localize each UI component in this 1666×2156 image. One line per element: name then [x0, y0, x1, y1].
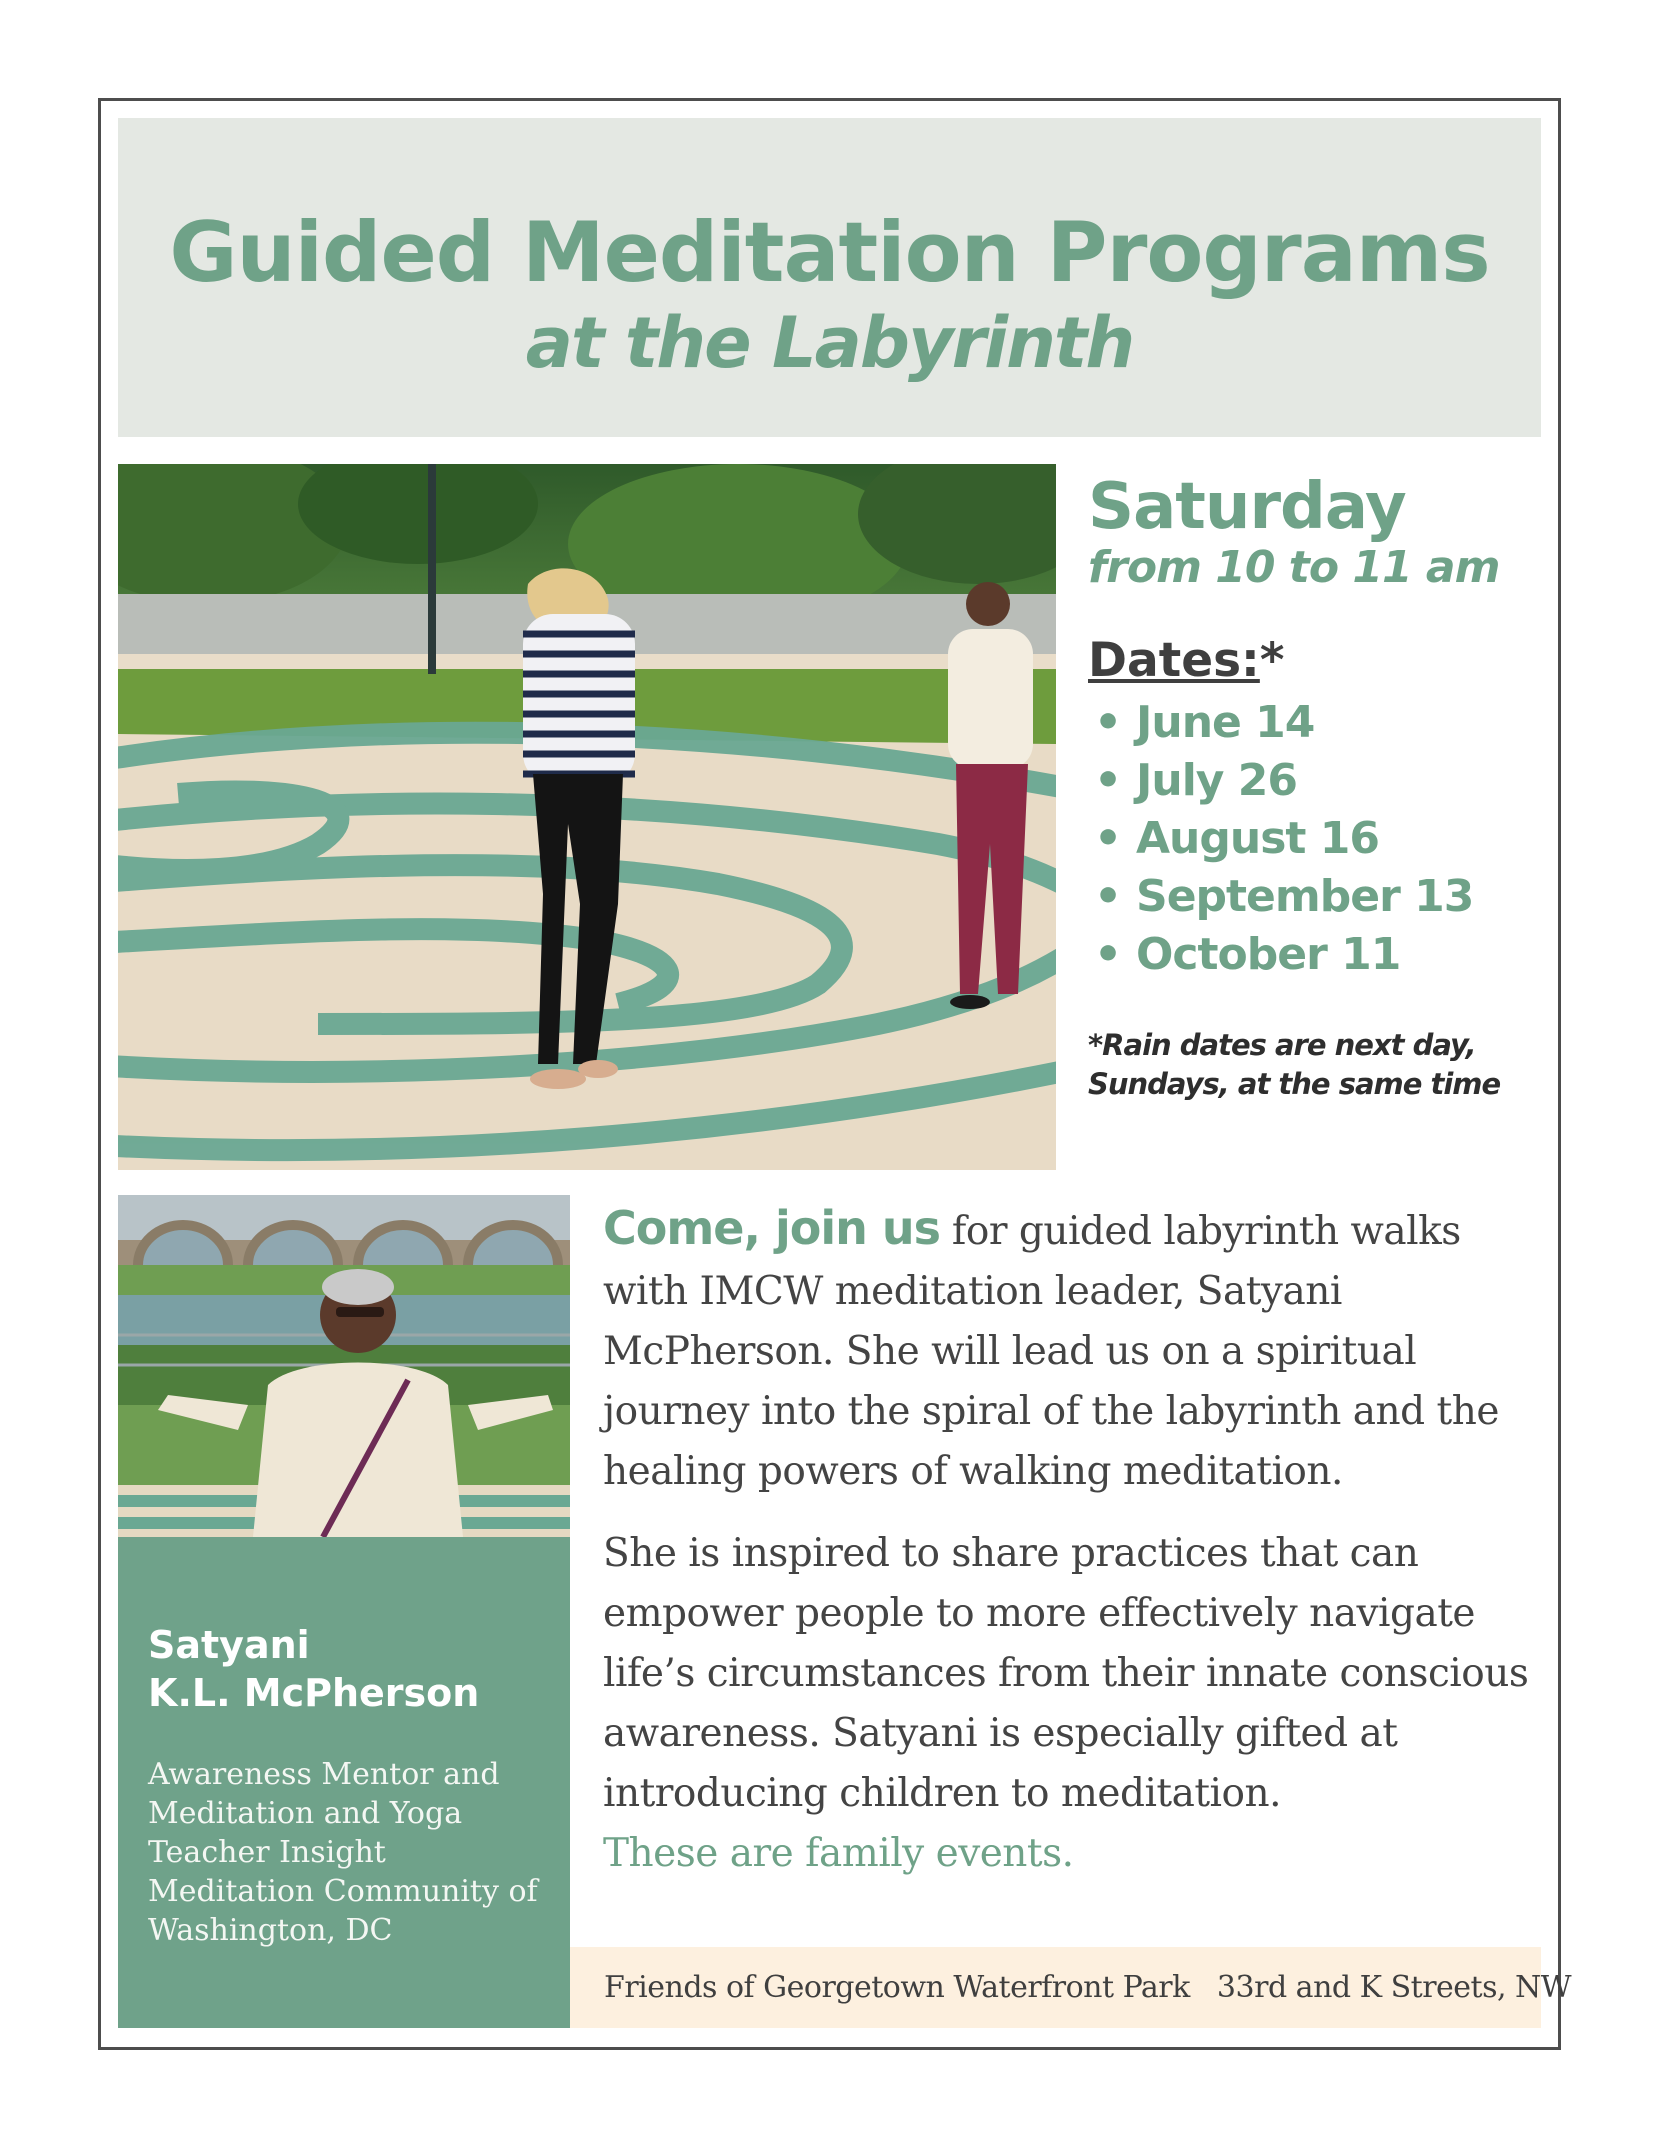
instructor-photo	[118, 1195, 570, 1537]
dates-heading-label: Dates:	[1088, 633, 1260, 689]
description-paragraph	[603, 1198, 1553, 1502]
family-note: These are family events.	[603, 1831, 1074, 1876]
event-day: Saturday	[1088, 470, 1406, 544]
list-item: • July 26	[1088, 752, 1548, 810]
list-item: • August 16	[1088, 810, 1548, 868]
event-time: from 10 to 11 am	[1088, 542, 1500, 594]
page-title: Guided Meditation Programs	[169, 204, 1490, 301]
list-item: • September 13	[1088, 868, 1548, 926]
rain-note-line: Sundays, at the same time	[1088, 1067, 1501, 1102]
instructor-name-line: Satyani	[148, 1623, 310, 1667]
header-banner	[118, 118, 1541, 437]
paragraph-text: for guided labyrinth walks with IMCW meditation leader, Satyani McPherson. She will lead us on a spiritual journey into the spiral of the labyrinth and the healing powers of walking meditation.	[603, 1209, 1499, 1494]
lead-phrase: Come, join us	[603, 1201, 941, 1255]
rain-note-line: *Rain dates are next day,	[1088, 1028, 1476, 1063]
date-list	[1088, 694, 1548, 984]
footer-location: Friends of Georgetown Waterfront Park 33rd and K Streets, NW	[570, 1947, 1541, 2028]
description-paragraph	[603, 1524, 1553, 1884]
schedule-panel	[1088, 472, 1548, 1104]
rain-date-note	[1088, 1026, 1548, 1104]
paragraph-text: She is inspired to share practices that can empower people to more effectively navigate life’s circumstances from their innate conscious awareness. Satyani is especially gifted at introducing children to meditation.	[603, 1531, 1529, 1816]
instructor-name	[148, 1621, 540, 1717]
list-item: • October 11	[1088, 926, 1548, 984]
list-item: • June 14	[1088, 694, 1548, 752]
dates-heading-marker: *	[1259, 633, 1285, 689]
instructor-role: Awareness Mentor and Meditation and Yoga Teacher Insight Meditation Community of Washington, DC	[148, 1757, 538, 1948]
description	[603, 1198, 1553, 1884]
labyrinth-walk-photo	[118, 464, 1056, 1170]
bio-panel	[118, 1537, 570, 2028]
dates-heading	[1088, 633, 1548, 688]
page-subtitle: at the Labyrinth	[525, 302, 1134, 384]
instructor-name-line: K.L. McPherson	[148, 1671, 480, 1715]
